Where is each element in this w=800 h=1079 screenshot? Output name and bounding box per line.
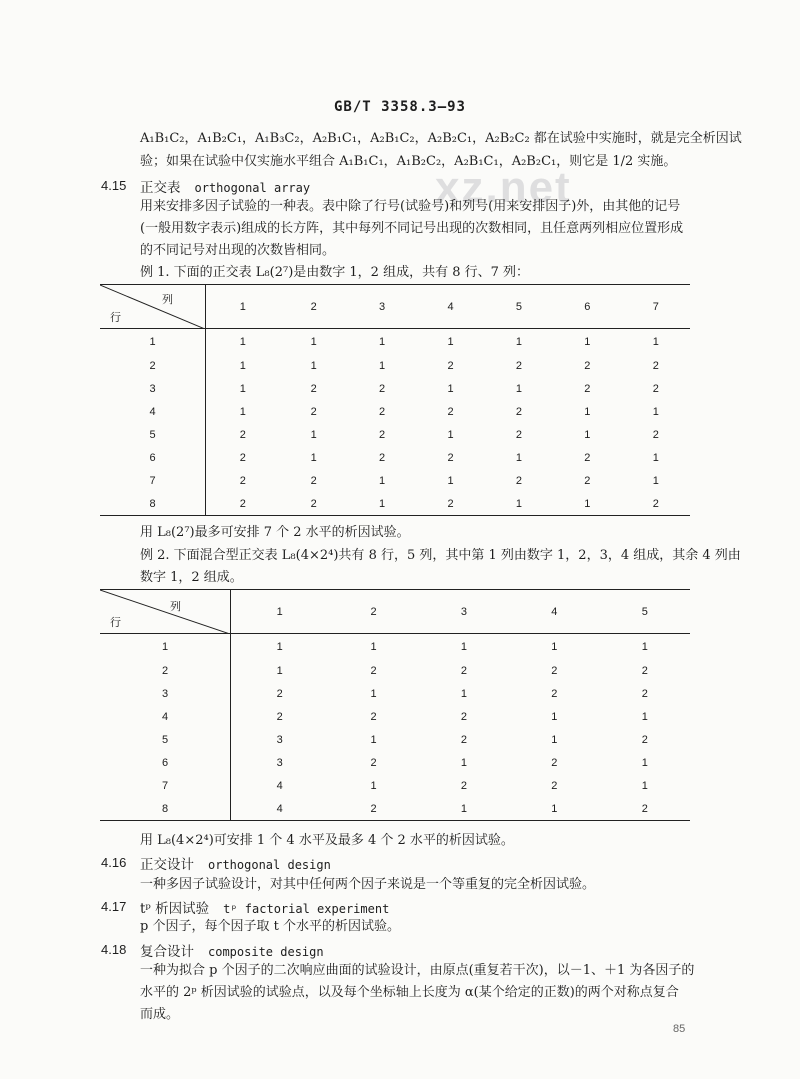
row-number: 5 [100,729,231,752]
table-cell: 2 [370,802,377,815]
table-cell: 2 [370,711,377,723]
section-heading-4-16 [140,853,331,873]
col-header-6: 6 [553,285,621,329]
table-cell: 1 [310,360,317,372]
table-cell: 2 [584,452,591,464]
table-row [100,447,690,470]
table-cell: 4 [276,802,283,815]
table-row [100,634,690,660]
table-cell: 1 [239,383,246,395]
note-1: 用 L₈(2⁷)最多可安排 7 个 2 水平的析因试验。 [140,525,410,540]
definition-4-18-line-2: 水平的 2ᵖ 析因试验的试验点，以及每个坐标轴上长度为 α(某个给定的正数)的两个对称点复合 [140,985,679,1000]
col-header-7: 7 [622,285,690,329]
table-cell: 2 [239,497,246,510]
table-cell: 1 [515,383,522,395]
table-cell: 2 [584,383,591,395]
table-cell: 1 [652,335,659,348]
section-en-4-17: tᵖ factorial experiment [223,902,390,916]
table-cell: 2 [379,452,386,464]
table-row [100,493,690,516]
col-label: 列 [162,294,173,306]
table-cell: 2 [551,665,558,677]
table-cell: 1 [310,452,317,464]
table-cell: 2 [379,406,386,418]
table-cell: 1 [379,360,386,372]
row-number: 6 [100,447,206,470]
row-number: 2 [100,660,231,683]
table-cell: 1 [447,475,454,487]
table-cell: 1 [379,497,386,510]
table-cell: 2 [551,757,558,769]
row-number: 3 [100,683,231,706]
table-cell: 2 [276,711,283,723]
col-header-2: 2 [280,285,348,329]
section-title-4-17: tᵖ 析因试验 [140,901,210,917]
definition-4-15-line-3: 的不同记号对出现的次数皆相同。 [140,243,336,258]
example-1-text: 例 1. 下面的正交表 L₈(2⁷)是由数字 1，2 组成，共有 8 行、7 列： [140,265,530,280]
page-number: 85 [673,1023,686,1035]
table-cell: 1 [652,475,659,487]
definition-4-18-line-3: 而成。 [140,1007,180,1022]
section-heading-4-17 [140,897,389,917]
table-cell: 1 [551,734,558,746]
table-cell: 1 [515,335,522,348]
table-row [100,683,690,706]
table-cell: 3 [276,757,283,769]
section-en-4-18: composite design [208,945,324,959]
col-header-5: 5 [600,590,690,634]
table-cell: 1 [515,497,522,510]
row-number: 7 [100,470,206,493]
table-cell: 2 [447,452,454,464]
col-header-5: 5 [485,285,553,329]
row-number: 7 [100,775,231,798]
table-cell: 2 [310,406,317,418]
table-cell: 2 [310,475,317,487]
row-number: 1 [100,329,206,355]
header-diagonal-cell [100,590,231,634]
table-cell: 1 [447,429,454,441]
intro-line-2: 验；如果在试验中仅实施水平组合 A₁B₁C₁，A₁B₂C₂，A₂B₁C₁，A₂B₂C₁，则它是 1/2 实施。 [140,154,677,169]
table-cell: 2 [652,497,659,510]
table-cell: 2 [460,780,467,792]
table-cell: 2 [447,497,454,510]
table-cell: 2 [460,711,467,723]
table-cell: 1 [460,757,467,769]
table-cell: 1 [239,360,246,372]
table-cell: 1 [584,335,591,348]
section-number-4-18: 4.18 [101,942,127,957]
document-header: GB/T 3358.3—93 [333,99,466,115]
table-cell: 2 [370,665,377,677]
definition-4-15-line-1: 用来安排多因子试验的一种表。表中除了行号(试验号)和列号(用来安排因子)外，由其他的记号 [140,199,681,214]
table-cell: 1 [652,452,659,464]
section-en-4-16: orthogonal design [208,858,331,872]
table-header-row [100,285,690,329]
note-2: 用 L₈(4×2⁴)可安排 1 个 4 水平及最多 4 个 2 水平的析因试验。 [140,833,514,848]
table-cell: 2 [460,665,467,677]
table-row [100,660,690,683]
table-cell: 2 [641,665,648,677]
row-number: 6 [100,752,231,775]
table-cell: 2 [447,360,454,372]
table-cell: 2 [379,429,386,441]
table-cell: 1 [460,802,467,815]
orthogonal-table-l8-2-7 [100,284,690,516]
section-title-4-15: 正交表 [140,180,181,196]
orthogonal-table-l8-4x2-4 [100,589,690,821]
definition-4-17: p 个因子，每个因子取 t 个水平的析因试验。 [140,919,400,934]
table-cell: 2 [515,406,522,418]
table-cell: 1 [310,335,317,348]
table-cell: 2 [379,383,386,395]
table-cell: 2 [515,360,522,372]
table-cell: 1 [276,640,283,653]
table-cell: 2 [515,475,522,487]
table-cell: 1 [447,335,454,348]
table-row [100,798,690,821]
table-cell: 1 [652,406,659,418]
table-cell: 1 [584,497,591,510]
row-label: 行 [110,617,121,629]
table-header-row [100,590,690,634]
table-cell: 1 [641,711,648,723]
header-diagonal-cell [100,285,206,329]
section-title-4-18: 复合设计 [140,944,194,960]
section-en-4-15: orthogonal array [194,181,311,195]
table-cell: 2 [641,734,648,746]
table-row [100,752,690,775]
table-cell: 2 [641,802,648,815]
table-cell: 2 [551,688,558,700]
table-cell: 1 [641,757,648,769]
table-cell: 2 [652,383,659,395]
table-cell: 2 [551,780,558,792]
table-cell: 2 [584,360,591,372]
row-label: 行 [110,312,121,324]
table-row [100,329,690,355]
table-cell: 1 [239,406,246,418]
row-number: 8 [100,493,206,516]
table-cell: 1 [460,688,467,700]
table-cell: 2 [652,360,659,372]
table-cell: 2 [276,688,283,700]
table-cell: 1 [641,780,648,792]
table-cell: 1 [370,780,377,792]
col-header-3: 3 [348,285,416,329]
section-heading-4-15 [140,176,310,196]
table-cell: 2 [239,452,246,464]
table-row [100,355,690,378]
section-heading-4-18 [140,940,324,960]
col-header-2: 2 [328,590,418,634]
row-number: 8 [100,798,231,821]
section-title-4-16: 正交设计 [140,857,194,873]
table-row [100,706,690,729]
col-header-4: 4 [416,285,484,329]
row-number: 5 [100,424,206,447]
table-row [100,401,690,424]
row-number: 4 [100,706,231,729]
table-cell: 1 [460,640,467,653]
table-row [100,470,690,493]
table-cell: 1 [515,452,522,464]
table-cell: 1 [551,802,558,815]
table-cell: 2 [641,688,648,700]
table-cell: 1 [239,335,246,348]
table-row [100,424,690,447]
table-row [100,378,690,401]
table-cell: 1 [310,429,317,441]
example-2-line-1: 例 2. 下面混合型正交表 L₈(4×2⁴)共有 8 行，5 列，其中第 1 列由数字 1，2，3，4 组成，其余 4 列由 [140,548,741,563]
definition-4-15-line-2: (一般用数字表示)组成的长方阵，其中每列不同记号出现的次数相同，且任意两列相应位置形成 [140,221,684,236]
table-cell: 1 [370,688,377,700]
col-header-1: 1 [206,285,280,329]
table-cell: 2 [584,475,591,487]
intro-line-1: A₁B₁C₂，A₁B₂C₁，A₁B₃C₂，A₂B₁C₁，A₂B₁C₂，A₂B₂C₁，A₂B₂C₂ 都在试验中实施时，就是完全析因试 [140,131,742,146]
table-cell: 1 [379,335,386,348]
table-cell: 2 [310,497,317,510]
table-cell: 2 [370,757,377,769]
table-cell: 2 [239,429,246,441]
table-cell: 1 [370,640,377,653]
row-number: 1 [100,634,231,660]
definition-4-18-line-1: 一种为拟合 p 个因子的二次响应曲面的试验设计，由原点(重复若干次)，以－1、＋1 为各因子的 [140,963,695,978]
col-header-1: 1 [231,590,329,634]
row-number: 4 [100,401,206,424]
table-cell: 2 [239,475,246,487]
table-cell: 2 [652,429,659,441]
table-cell: 2 [460,734,467,746]
section-number-4-15: 4.15 [101,178,127,193]
watermark: xz.net [435,163,572,212]
example-2-line-2: 数字 1，2 组成。 [140,570,243,585]
table-cell: 1 [447,383,454,395]
col-header-3: 3 [419,590,509,634]
definition-4-16: 一种多因子试验设计，对其中任何两个因子来说是一个等重复的完全析因试验。 [140,877,596,892]
table-cell: 1 [641,640,648,653]
table-cell: 2 [447,406,454,418]
table-cell: 1 [551,640,558,653]
table-cell: 1 [584,429,591,441]
table-cell: 1 [379,475,386,487]
table-cell: 1 [276,665,283,677]
table-cell: 3 [276,734,283,746]
col-header-4: 4 [509,590,599,634]
table-row [100,775,690,798]
table-cell: 2 [310,383,317,395]
row-number: 2 [100,355,206,378]
table-cell: 2 [515,429,522,441]
table-row [100,729,690,752]
table-cell: 1 [551,711,558,723]
section-number-4-16: 4.16 [101,855,127,870]
table-cell: 4 [276,780,283,792]
table-cell: 1 [584,406,591,418]
col-label: 列 [170,601,181,613]
table-cell: 1 [370,734,377,746]
row-number: 3 [100,378,206,401]
section-number-4-17: 4.17 [101,899,127,914]
